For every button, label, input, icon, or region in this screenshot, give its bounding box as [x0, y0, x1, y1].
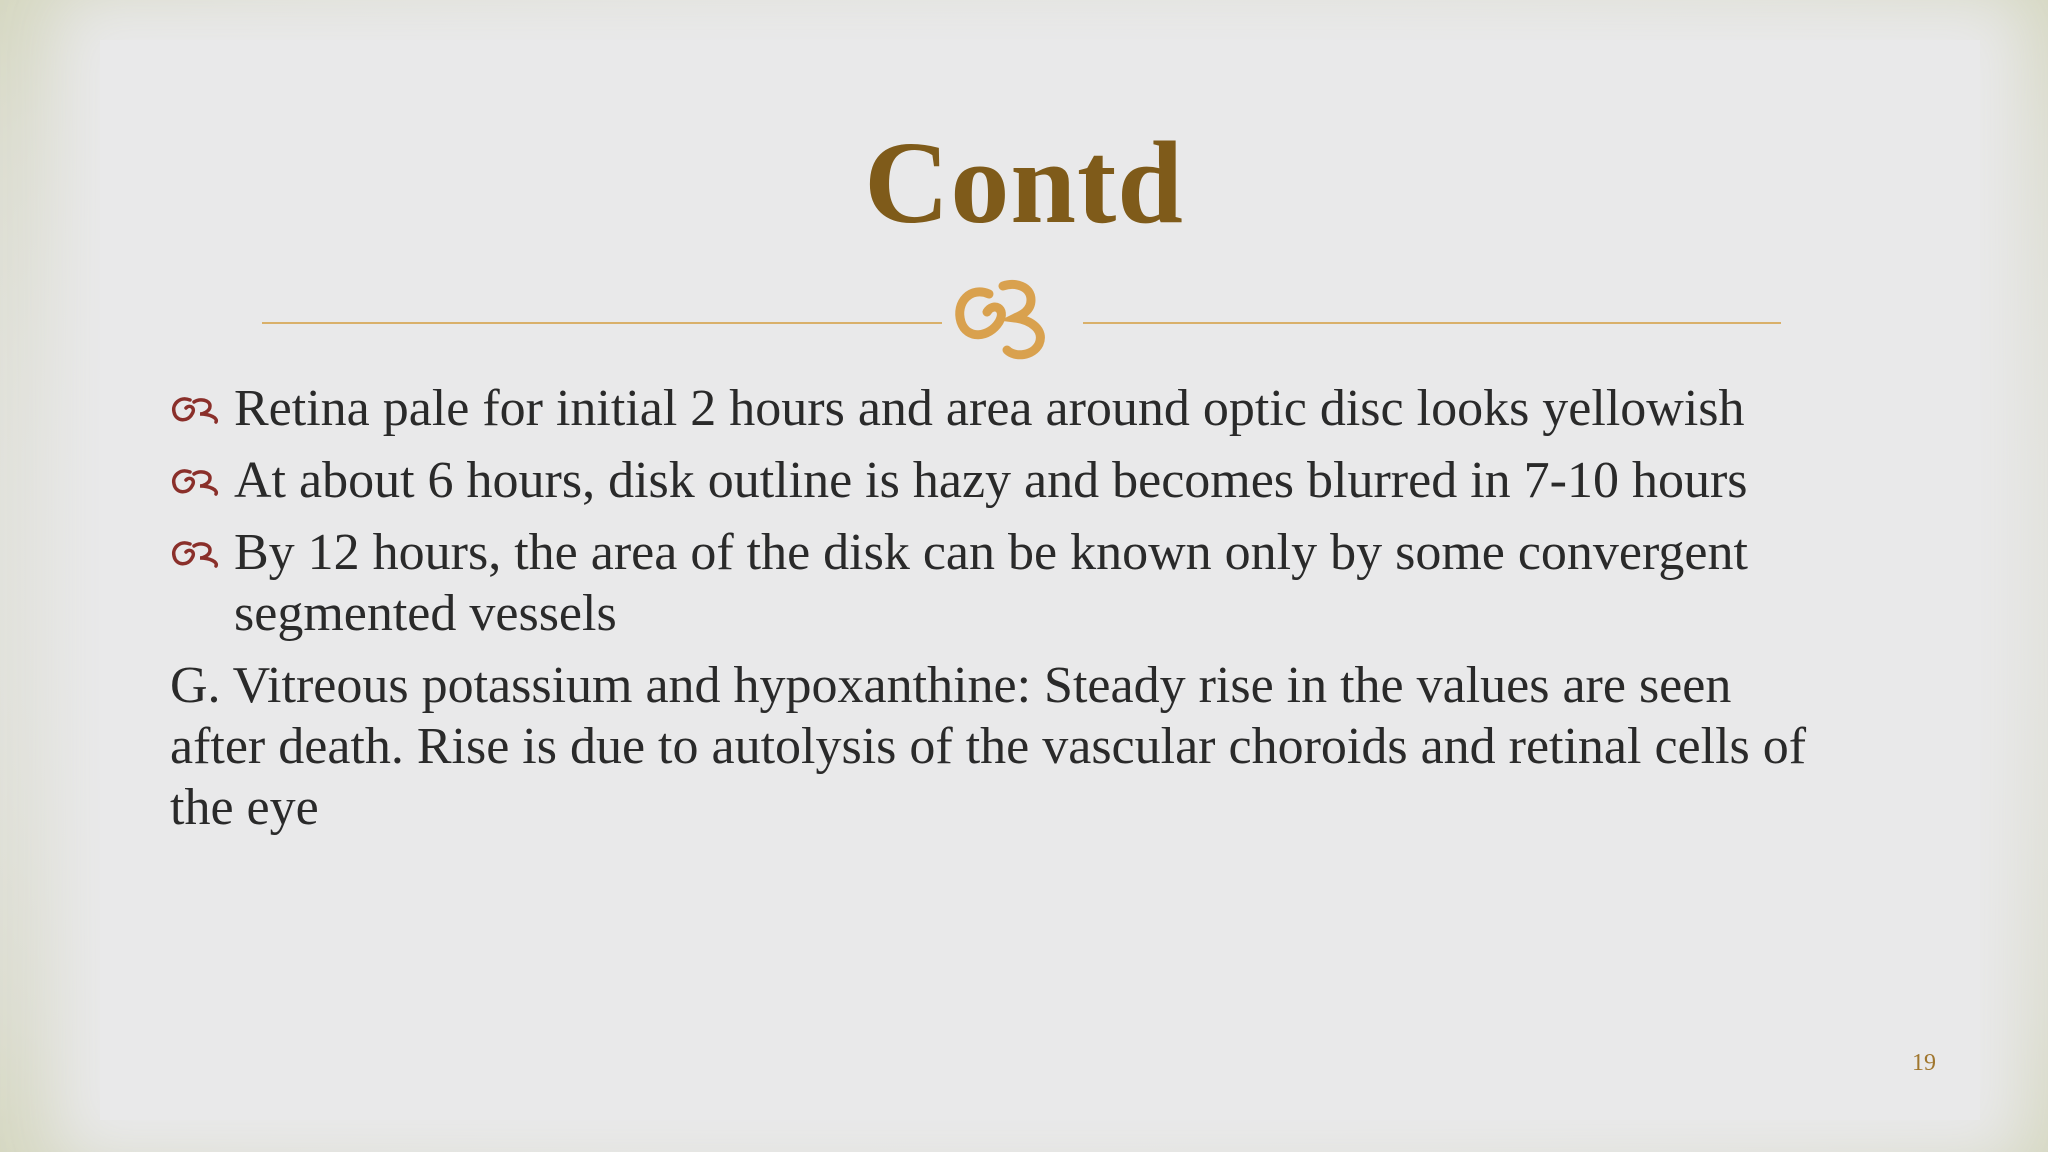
bullet-text: Retina pale for initial 2 hours and area around optic disc looks yellowish: [234, 380, 1745, 437]
title-rule-left: [262, 322, 942, 324]
bullet-text: By 12 hours, the area of the disk can be known only by some convergent segmented vessels: [234, 524, 1748, 642]
bullet-text: At about 6 hours, disk outline is hazy and becomes blurred in 7-10 hours: [234, 452, 1748, 509]
bullet-item: [170, 522, 1910, 644]
page-number: 19: [1912, 1050, 1936, 1076]
title-rule-right: [1083, 322, 1781, 324]
flourish-bullet-icon: [170, 392, 222, 426]
bullet-item: [170, 378, 1910, 439]
flourish-bullet-icon: [170, 536, 222, 570]
bullet-item: [170, 450, 1910, 511]
slide-title: Contd: [864, 117, 1184, 248]
slide-body: [170, 378, 1910, 838]
flourish-ornament-icon: [945, 272, 1065, 362]
flourish-bullet-icon: [170, 464, 222, 498]
body-paragraph: G. Vitreous potassium and hypoxanthine: Steady rise in the values are seen after death. Rise is due to autolysis of the vascular choroids and retinal cells of the eye: [170, 657, 1807, 836]
